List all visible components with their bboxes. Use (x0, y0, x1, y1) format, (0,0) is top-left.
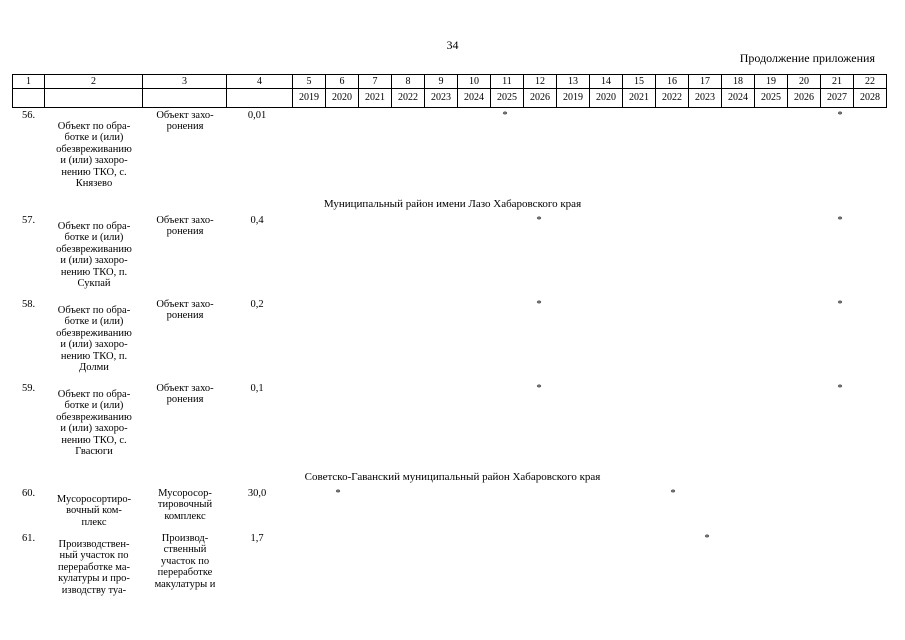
capacity-value: 30,0 (247, 488, 267, 499)
column-number: 10 (458, 75, 491, 89)
column-number: 2 (45, 75, 143, 89)
capacity-value: 1,7 (250, 533, 264, 544)
column-number: 18 (722, 75, 755, 89)
object-name: Мусоросортиро- вочный ком- плекс (56, 494, 132, 528)
year-mark: * (704, 533, 710, 544)
year-cell: 2019 (293, 89, 326, 108)
column-number: 14 (590, 75, 623, 89)
year-cell: 2026 (788, 89, 821, 108)
column-number: 11 (491, 75, 524, 89)
column-number: 5 (293, 75, 326, 89)
column-number: 16 (656, 75, 689, 89)
year-cell: 2021 (359, 89, 392, 108)
year-cell: 2027 (821, 89, 854, 108)
year-mark: * (837, 215, 843, 226)
object-type: Объект захо- ронения (156, 215, 214, 238)
year-cell: 2028 (854, 89, 887, 108)
page-number: 34 (446, 38, 459, 52)
year-cell: 2024 (722, 89, 755, 108)
section-heading: Муниципальный район имени Лазо Хабаровского края (323, 198, 582, 210)
row-number: 57. (22, 215, 36, 226)
year-cell: 2020 (590, 89, 623, 108)
year-mark: * (335, 488, 341, 499)
continuation-label: Продолжение приложения (739, 51, 875, 65)
column-number: 17 (689, 75, 722, 89)
year-cell: 2025 (491, 89, 524, 108)
year-mark: * (670, 488, 676, 499)
column-number: 3 (143, 75, 227, 89)
column-number: 15 (623, 75, 656, 89)
year-cell: 2022 (656, 89, 689, 108)
row-number: 59. (22, 383, 36, 394)
object-name: Объект по обра- ботке и (или) обезвреживанию и (или) захоро- нению ТКО, с. Князево (56, 121, 132, 190)
blank-cell (13, 89, 45, 108)
year-cell: 2023 (425, 89, 458, 108)
object-type: Объект захо- ронения (156, 299, 214, 322)
column-number: 21 (821, 75, 854, 89)
year-cell: 2020 (326, 89, 359, 108)
column-number: 4 (227, 75, 293, 89)
column-number: 22 (854, 75, 887, 89)
blank-cell (227, 89, 293, 108)
year-row (13, 89, 887, 108)
year-cell: 2023 (689, 89, 722, 108)
row-number: 60. (22, 488, 36, 499)
object-name: Объект по обра- ботке и (или) обезвреживанию и (или) захоро- нению ТКО, п. Долми (56, 305, 132, 374)
blank-cell (143, 89, 227, 108)
column-number: 7 (359, 75, 392, 89)
year-cell: 2024 (458, 89, 491, 108)
year-cell: 2022 (392, 89, 425, 108)
blank-cell (45, 89, 143, 108)
column-number: 1 (13, 75, 45, 89)
object-name: Объект по обра- ботке и (или) обезвреживанию и (или) захоро- нению ТКО, п. Сукпай (56, 221, 132, 290)
year-mark: * (536, 383, 542, 394)
year-mark: * (536, 299, 542, 310)
row-number: 61. (22, 533, 36, 544)
capacity-value: 0,2 (250, 299, 264, 310)
row-number: 56. (22, 110, 36, 121)
object-type: Объект захо- ронения (156, 383, 214, 406)
column-number: 6 (326, 75, 359, 89)
column-number: 8 (392, 75, 425, 89)
year-mark: * (837, 299, 843, 310)
capacity-value: 0,01 (247, 110, 267, 121)
year-cell: 2025 (755, 89, 788, 108)
object-type: Мусоросор- тировочный комплекс (157, 488, 213, 522)
object-type: Производ- ственный участок по переработке макулатуры и (154, 533, 216, 590)
year-mark: * (837, 383, 843, 394)
object-name: Объект по обра- ботке и (или) обезвреживанию и (или) захоро- нению ТКО, с. Гвасюги (56, 389, 132, 458)
capacity-value: 0,1 (250, 383, 264, 394)
object-name: Производствен- ный участок по переработке ма- кулатуры и про- изводству туа- (58, 539, 130, 596)
column-number: 9 (425, 75, 458, 89)
year-cell: 2019 (557, 89, 590, 108)
header-table (12, 74, 887, 108)
column-number: 12 (524, 75, 557, 89)
column-number-row (13, 75, 887, 89)
object-type: Объект захо- ронения (156, 110, 214, 133)
year-mark: * (536, 215, 542, 226)
column-number: 19 (755, 75, 788, 89)
column-number: 20 (788, 75, 821, 89)
capacity-value: 0,4 (250, 215, 264, 226)
year-mark: * (502, 110, 508, 121)
year-cell: 2026 (524, 89, 557, 108)
column-number: 13 (557, 75, 590, 89)
year-cell: 2021 (623, 89, 656, 108)
row-number: 58. (22, 299, 36, 310)
year-mark: * (837, 110, 843, 121)
section-heading: Советско-Гаванский муниципальный район Хабаровского края (304, 471, 601, 483)
